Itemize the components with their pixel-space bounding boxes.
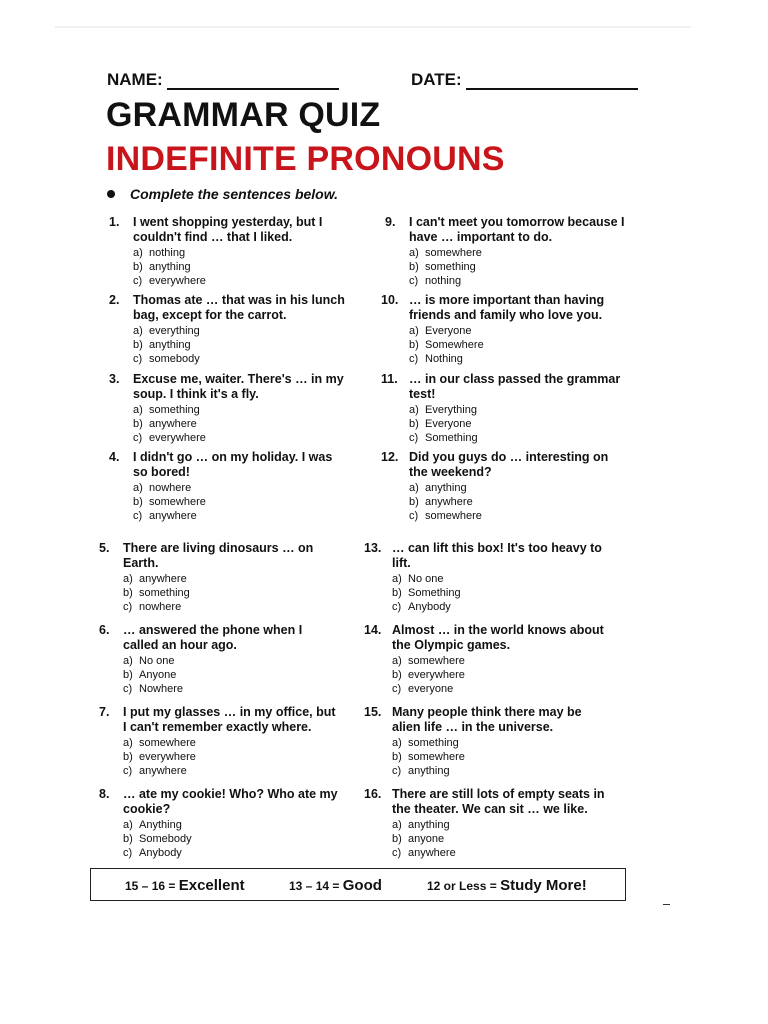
option-c[interactable] bbox=[409, 274, 625, 288]
option-c[interactable] bbox=[409, 431, 621, 445]
option-text: No one bbox=[139, 655, 175, 667]
option-letter: c) bbox=[133, 275, 143, 287]
option-b[interactable] bbox=[392, 750, 604, 764]
option-c[interactable] bbox=[409, 509, 621, 523]
option-b[interactable] bbox=[133, 495, 349, 509]
question-number: 9. bbox=[385, 215, 396, 229]
options bbox=[392, 654, 604, 696]
option-text: Everything bbox=[425, 404, 477, 416]
option-b[interactable] bbox=[123, 668, 339, 682]
score-range: 15 – 16 = bbox=[125, 879, 176, 893]
option-b[interactable] bbox=[392, 832, 624, 846]
option-letter: c) bbox=[123, 601, 133, 613]
name-label: NAME: bbox=[107, 70, 163, 89]
option-letter: b) bbox=[409, 261, 419, 273]
date-label: DATE: bbox=[411, 70, 462, 89]
question-number: 2. bbox=[109, 293, 120, 307]
question-number: 1. bbox=[109, 215, 120, 229]
option-text: anywhere bbox=[139, 573, 187, 585]
question-text: Many people think there may be alien life … in the universe. bbox=[392, 705, 582, 734]
question-number: 15. bbox=[364, 705, 382, 719]
score-study-more bbox=[427, 877, 587, 894]
option-c[interactable] bbox=[123, 600, 339, 614]
score-label: Good bbox=[342, 877, 382, 894]
option-letter: c) bbox=[133, 510, 143, 522]
question-2 bbox=[109, 293, 349, 366]
option-letter: a) bbox=[133, 247, 143, 259]
option-letter: a) bbox=[392, 737, 402, 749]
option-letter: c) bbox=[392, 683, 402, 695]
options bbox=[123, 572, 339, 614]
page-top-border bbox=[55, 26, 691, 28]
option-letter: c) bbox=[392, 847, 402, 859]
options bbox=[409, 481, 621, 523]
options bbox=[409, 403, 621, 445]
page-title: GRAMMAR QUIZ bbox=[106, 96, 381, 134]
option-b[interactable] bbox=[123, 832, 339, 846]
question-3 bbox=[109, 372, 349, 445]
option-letter: c) bbox=[409, 432, 419, 444]
option-letter: a) bbox=[409, 325, 419, 337]
option-letter: b) bbox=[409, 418, 419, 430]
option-text: something bbox=[425, 261, 476, 273]
option-c[interactable] bbox=[392, 846, 624, 860]
question-number: 10. bbox=[381, 293, 399, 307]
option-a[interactable] bbox=[409, 246, 625, 260]
option-letter: b) bbox=[123, 751, 133, 763]
option-c[interactable] bbox=[133, 431, 349, 445]
option-a[interactable] bbox=[123, 572, 339, 586]
question-text: I didn't go … on my holiday. I was so bored! bbox=[133, 450, 333, 479]
option-letter: b) bbox=[123, 669, 133, 681]
question-6 bbox=[99, 623, 339, 696]
option-letter: b) bbox=[409, 339, 419, 351]
option-a[interactable] bbox=[392, 736, 604, 750]
question-number: 14. bbox=[364, 623, 382, 637]
option-text: anywhere bbox=[425, 496, 473, 508]
option-a[interactable] bbox=[133, 246, 349, 260]
option-text: anywhere bbox=[149, 418, 197, 430]
question-number: 8. bbox=[99, 787, 110, 801]
option-letter: b) bbox=[392, 669, 402, 681]
option-text: Somewhere bbox=[425, 339, 484, 351]
option-text: Everyone bbox=[425, 418, 472, 430]
question-number: 7. bbox=[99, 705, 110, 719]
question-14 bbox=[364, 623, 604, 696]
option-b[interactable] bbox=[123, 750, 339, 764]
option-letter: c) bbox=[392, 765, 402, 777]
score-good bbox=[289, 877, 382, 894]
option-text: anything bbox=[149, 261, 191, 273]
option-text: anything bbox=[425, 482, 467, 494]
question-text: … can lift this box! It's too heavy to lift. bbox=[392, 541, 602, 570]
option-text: Nowhere bbox=[139, 683, 184, 695]
option-letter: a) bbox=[123, 655, 133, 667]
option-c[interactable] bbox=[133, 509, 349, 523]
question-number: 11. bbox=[381, 372, 398, 386]
options bbox=[133, 246, 349, 288]
question-number: 5. bbox=[99, 541, 110, 555]
option-b[interactable] bbox=[392, 586, 604, 600]
question-text: There are still lots of empty seats in the theater. We can sit … we like. bbox=[392, 787, 605, 816]
score-excellent bbox=[125, 877, 245, 894]
option-text: nothing bbox=[425, 275, 462, 287]
option-a[interactable] bbox=[123, 818, 339, 832]
question-text: … is more important than having friends and family who love you. bbox=[409, 293, 605, 322]
option-letter: b) bbox=[409, 496, 419, 508]
option-text: somewhere bbox=[408, 655, 465, 667]
option-c[interactable] bbox=[123, 846, 339, 860]
option-b[interactable] bbox=[409, 260, 625, 274]
option-text: everyone bbox=[408, 683, 454, 695]
options bbox=[133, 324, 349, 366]
option-letter: b) bbox=[133, 339, 143, 351]
option-text: nowhere bbox=[139, 601, 182, 613]
option-a[interactable] bbox=[133, 481, 349, 495]
option-text: Something bbox=[425, 432, 478, 444]
question-5 bbox=[99, 541, 339, 614]
option-a[interactable] bbox=[123, 736, 339, 750]
option-c[interactable] bbox=[123, 682, 339, 696]
score-label: Study More! bbox=[500, 877, 587, 894]
question-number: 13. bbox=[364, 541, 382, 555]
options bbox=[409, 246, 625, 288]
option-text: somewhere bbox=[408, 751, 465, 763]
score-label: Excellent bbox=[178, 877, 245, 894]
options bbox=[123, 736, 339, 778]
option-letter: a) bbox=[123, 819, 133, 831]
option-a[interactable] bbox=[133, 403, 349, 417]
name-field bbox=[107, 70, 339, 90]
option-b[interactable] bbox=[133, 338, 349, 352]
option-text: somewhere bbox=[149, 496, 206, 508]
option-letter: b) bbox=[123, 833, 133, 845]
instruction bbox=[107, 186, 338, 202]
option-text: something bbox=[408, 737, 459, 749]
question-10 bbox=[381, 293, 621, 366]
option-text: everywhere bbox=[139, 751, 196, 763]
option-letter: a) bbox=[409, 404, 419, 416]
question-text: I went shopping yesterday, but I couldn't find … that I liked. bbox=[133, 215, 323, 244]
option-a[interactable] bbox=[409, 324, 621, 338]
option-a[interactable] bbox=[409, 403, 621, 417]
option-letter: c) bbox=[392, 601, 402, 613]
question-number: 4. bbox=[109, 450, 120, 464]
stray-mark bbox=[663, 904, 670, 905]
instruction-text: Complete the sentences below. bbox=[130, 186, 338, 202]
question-13 bbox=[364, 541, 604, 614]
option-letter: b) bbox=[392, 833, 402, 845]
option-a[interactable] bbox=[392, 572, 604, 586]
option-text: somewhere bbox=[425, 510, 482, 522]
option-text: anywhere bbox=[149, 510, 197, 522]
option-letter: c) bbox=[123, 765, 133, 777]
option-letter: c) bbox=[409, 510, 419, 522]
question-number: 12. bbox=[381, 450, 399, 464]
option-text: Anybody bbox=[408, 601, 451, 613]
option-text: anywhere bbox=[408, 847, 456, 859]
option-letter: b) bbox=[133, 496, 143, 508]
option-b[interactable] bbox=[409, 338, 621, 352]
question-11 bbox=[381, 372, 621, 445]
question-text: I can't meet you tomorrow because I have … important to do. bbox=[409, 215, 625, 244]
question-text: … answered the phone when I called an hour ago. bbox=[123, 623, 303, 652]
option-letter: a) bbox=[409, 482, 419, 494]
option-b[interactable] bbox=[123, 586, 339, 600]
option-b[interactable] bbox=[133, 260, 349, 274]
option-letter: c) bbox=[123, 683, 133, 695]
options bbox=[133, 481, 349, 523]
option-letter: b) bbox=[392, 751, 402, 763]
option-letter: c) bbox=[133, 353, 143, 365]
option-text: anyone bbox=[408, 833, 445, 845]
question-16 bbox=[364, 787, 624, 860]
question-text: … in our class passed the grammar test! bbox=[409, 372, 621, 401]
options bbox=[392, 572, 604, 614]
option-a[interactable] bbox=[392, 818, 624, 832]
option-text: anything bbox=[408, 819, 450, 831]
option-c[interactable] bbox=[123, 764, 339, 778]
option-letter: a) bbox=[409, 247, 419, 259]
option-c[interactable] bbox=[392, 764, 604, 778]
option-text: everywhere bbox=[149, 432, 206, 444]
question-text: Thomas ate … that was in his lunch bag, except for the carrot. bbox=[133, 293, 345, 322]
question-7 bbox=[99, 705, 339, 778]
options bbox=[392, 736, 604, 778]
option-c[interactable] bbox=[409, 352, 621, 366]
option-a[interactable] bbox=[409, 481, 621, 495]
option-text: Everyone bbox=[425, 325, 472, 337]
option-letter: a) bbox=[392, 655, 402, 667]
bullet-icon bbox=[107, 190, 115, 198]
option-letter: c) bbox=[133, 432, 143, 444]
option-text: Somebody bbox=[139, 833, 192, 845]
option-a[interactable] bbox=[123, 654, 339, 668]
question-8 bbox=[99, 787, 339, 860]
option-a[interactable] bbox=[133, 324, 349, 338]
option-text: Anybody bbox=[139, 847, 182, 859]
question-number: 16. bbox=[364, 787, 382, 801]
option-a[interactable] bbox=[392, 654, 604, 668]
options bbox=[123, 818, 339, 860]
option-letter: a) bbox=[133, 404, 143, 416]
option-text: Anything bbox=[139, 819, 182, 831]
option-text: nowhere bbox=[149, 482, 192, 494]
option-letter: a) bbox=[123, 573, 133, 585]
question-text: There are living dinosaurs … on Earth. bbox=[123, 541, 314, 570]
score-range: 12 or Less = bbox=[427, 879, 497, 893]
option-text: Anyone bbox=[139, 669, 177, 681]
question-text: I put my glasses … in my office, but I can't remember exactly where. bbox=[123, 705, 336, 734]
option-letter: c) bbox=[123, 847, 133, 859]
option-text: something bbox=[139, 587, 190, 599]
option-b[interactable] bbox=[392, 668, 604, 682]
option-c[interactable] bbox=[392, 682, 604, 696]
question-text: Excuse me, waiter. There's … in my soup. I think it's a fly. bbox=[133, 372, 344, 401]
question-1 bbox=[109, 215, 349, 288]
score-key-box bbox=[90, 868, 626, 901]
option-letter: a) bbox=[133, 325, 143, 337]
question-text: … ate my cookie! Who? Who ate my cookie? bbox=[123, 787, 338, 816]
option-text: somewhere bbox=[425, 247, 482, 259]
option-text: everything bbox=[149, 325, 200, 337]
date-blank-line[interactable] bbox=[466, 71, 638, 90]
question-text: Almost … in the world knows about the Olympic games. bbox=[392, 623, 604, 652]
option-b[interactable] bbox=[409, 495, 621, 509]
option-text: Something bbox=[408, 587, 461, 599]
option-letter: a) bbox=[133, 482, 143, 494]
option-text: anything bbox=[408, 765, 450, 777]
option-letter: a) bbox=[392, 573, 402, 585]
options bbox=[123, 654, 339, 696]
question-15 bbox=[364, 705, 604, 778]
option-c[interactable] bbox=[133, 274, 349, 288]
question-12 bbox=[381, 450, 621, 523]
option-letter: a) bbox=[123, 737, 133, 749]
option-text: anything bbox=[149, 339, 191, 351]
option-text: somebody bbox=[149, 353, 200, 365]
question-number: 3. bbox=[109, 372, 120, 386]
options bbox=[409, 324, 621, 366]
option-text: nothing bbox=[149, 247, 186, 259]
option-c[interactable] bbox=[133, 352, 349, 366]
option-letter: b) bbox=[133, 418, 143, 430]
option-letter: c) bbox=[409, 275, 419, 287]
option-text: something bbox=[149, 404, 200, 416]
option-b[interactable] bbox=[409, 417, 621, 431]
option-b[interactable] bbox=[133, 417, 349, 431]
options bbox=[133, 403, 349, 445]
option-text: somewhere bbox=[139, 737, 196, 749]
page-subtitle: INDEFINITE PRONOUNS bbox=[106, 140, 505, 178]
question-4 bbox=[109, 450, 349, 523]
option-text: Nothing bbox=[425, 353, 463, 365]
option-text: anywhere bbox=[139, 765, 187, 777]
option-c[interactable] bbox=[392, 600, 604, 614]
question-9 bbox=[385, 215, 625, 288]
option-text: No one bbox=[408, 573, 444, 585]
question-text: Did you guys do … interesting on the weekend? bbox=[409, 450, 609, 479]
options bbox=[392, 818, 624, 860]
option-letter: b) bbox=[392, 587, 402, 599]
option-text: everywhere bbox=[408, 669, 465, 681]
option-letter: b) bbox=[123, 587, 133, 599]
score-range: 13 – 14 = bbox=[289, 879, 340, 893]
option-letter: c) bbox=[409, 353, 419, 365]
option-letter: a) bbox=[392, 819, 402, 831]
question-number: 6. bbox=[99, 623, 110, 637]
date-field bbox=[411, 70, 638, 90]
option-text: everywhere bbox=[149, 275, 206, 287]
name-blank-line[interactable] bbox=[167, 71, 339, 90]
option-letter: b) bbox=[133, 261, 143, 273]
